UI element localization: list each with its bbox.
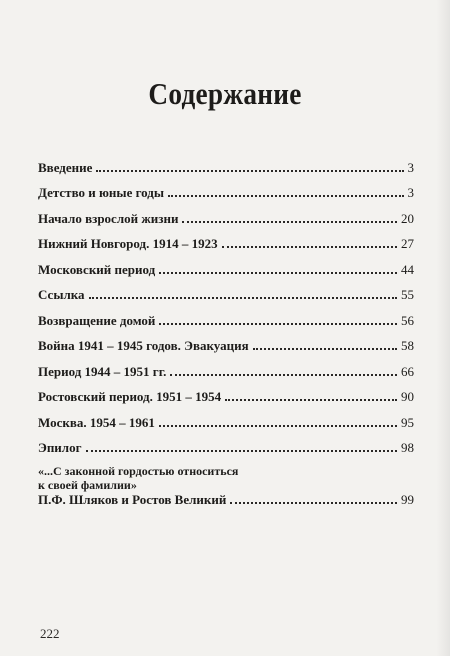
toc-entry-page: 44 <box>401 261 414 277</box>
page-edge-shadow <box>436 0 450 656</box>
toc-entry-line-2: к своей фамилии» <box>38 478 137 492</box>
toc-entry[interactable] <box>38 329 414 355</box>
dot-leader <box>89 296 397 299</box>
toc-entry-page: 56 <box>401 312 414 328</box>
dot-leader <box>86 449 398 452</box>
toc-entry[interactable] <box>38 252 414 278</box>
toc-entry[interactable] <box>38 380 414 406</box>
dot-leader <box>170 373 397 376</box>
dot-leader <box>159 424 397 427</box>
toc-entry-page: 3 <box>407 159 414 175</box>
toc-entry[interactable] <box>38 431 414 457</box>
toc-entry-label: Эпилог <box>38 440 82 455</box>
toc-entry-label: Московский период <box>38 261 156 277</box>
toc-entry[interactable] <box>38 278 414 304</box>
toc-entry-page: 58 <box>401 338 414 353</box>
toc-entry[interactable] <box>38 303 414 329</box>
dot-leader <box>230 501 397 504</box>
toc-entry-label: Война 1941 – 1945 годов. Эвакуация <box>38 338 249 353</box>
toc-entry-label: Нижний Новгород. 1914 – 1923 <box>38 236 218 251</box>
dot-leader <box>253 347 397 350</box>
toc-entry-page: 27 <box>401 236 414 251</box>
page-title: Содержание <box>148 76 302 111</box>
toc-entry-page: 98 <box>401 440 414 455</box>
toc-entry-label: Период 1944 – 1951 гг. <box>38 363 167 379</box>
dot-leader <box>159 271 397 274</box>
toc-entry-page: 99 <box>401 492 414 507</box>
dot-leader <box>168 194 403 197</box>
toc-entry-label: Начало взрослой жизни <box>38 210 179 226</box>
toc-entry-page: 3 <box>407 185 414 200</box>
toc-entry-label: Детство и юные годы <box>38 185 165 200</box>
toc-entry[interactable] <box>38 354 414 380</box>
toc-entry-page: 20 <box>401 210 414 226</box>
toc-entry-label: Введение <box>38 159 93 175</box>
toc-entry[interactable] <box>38 405 414 431</box>
page-number: 222 <box>40 626 60 641</box>
toc-entry[interactable] <box>38 227 414 253</box>
toc-entry-label: Москва. 1954 – 1961 <box>38 414 155 430</box>
dot-leader <box>159 322 397 325</box>
toc-entry-label: Ростовский период. 1951 – 1954 <box>38 389 222 404</box>
toc-entry-page: 55 <box>401 287 414 302</box>
toc-entry-label: Возвращение домой <box>38 312 156 328</box>
toc-entry-page: 90 <box>401 389 414 404</box>
table-of-contents <box>38 150 414 508</box>
toc-entry-page: 66 <box>401 363 414 379</box>
dot-leader <box>96 169 403 172</box>
dot-leader <box>182 220 397 223</box>
dot-leader <box>225 398 397 401</box>
toc-entry-page: 95 <box>401 414 414 430</box>
toc-entry-line-3: П.Ф. Шляков и Ростов Великий <box>38 492 227 507</box>
dot-leader <box>222 245 397 248</box>
toc-entry[interactable] <box>38 201 414 227</box>
toc-entry-label: Ссылка <box>38 287 85 302</box>
toc-entry[interactable] <box>38 176 414 202</box>
toc-entry-multiline[interactable] <box>38 464 414 508</box>
toc-entry-line-1: «...С законной гордостью относиться <box>38 464 239 478</box>
toc-entry[interactable] <box>38 150 414 176</box>
